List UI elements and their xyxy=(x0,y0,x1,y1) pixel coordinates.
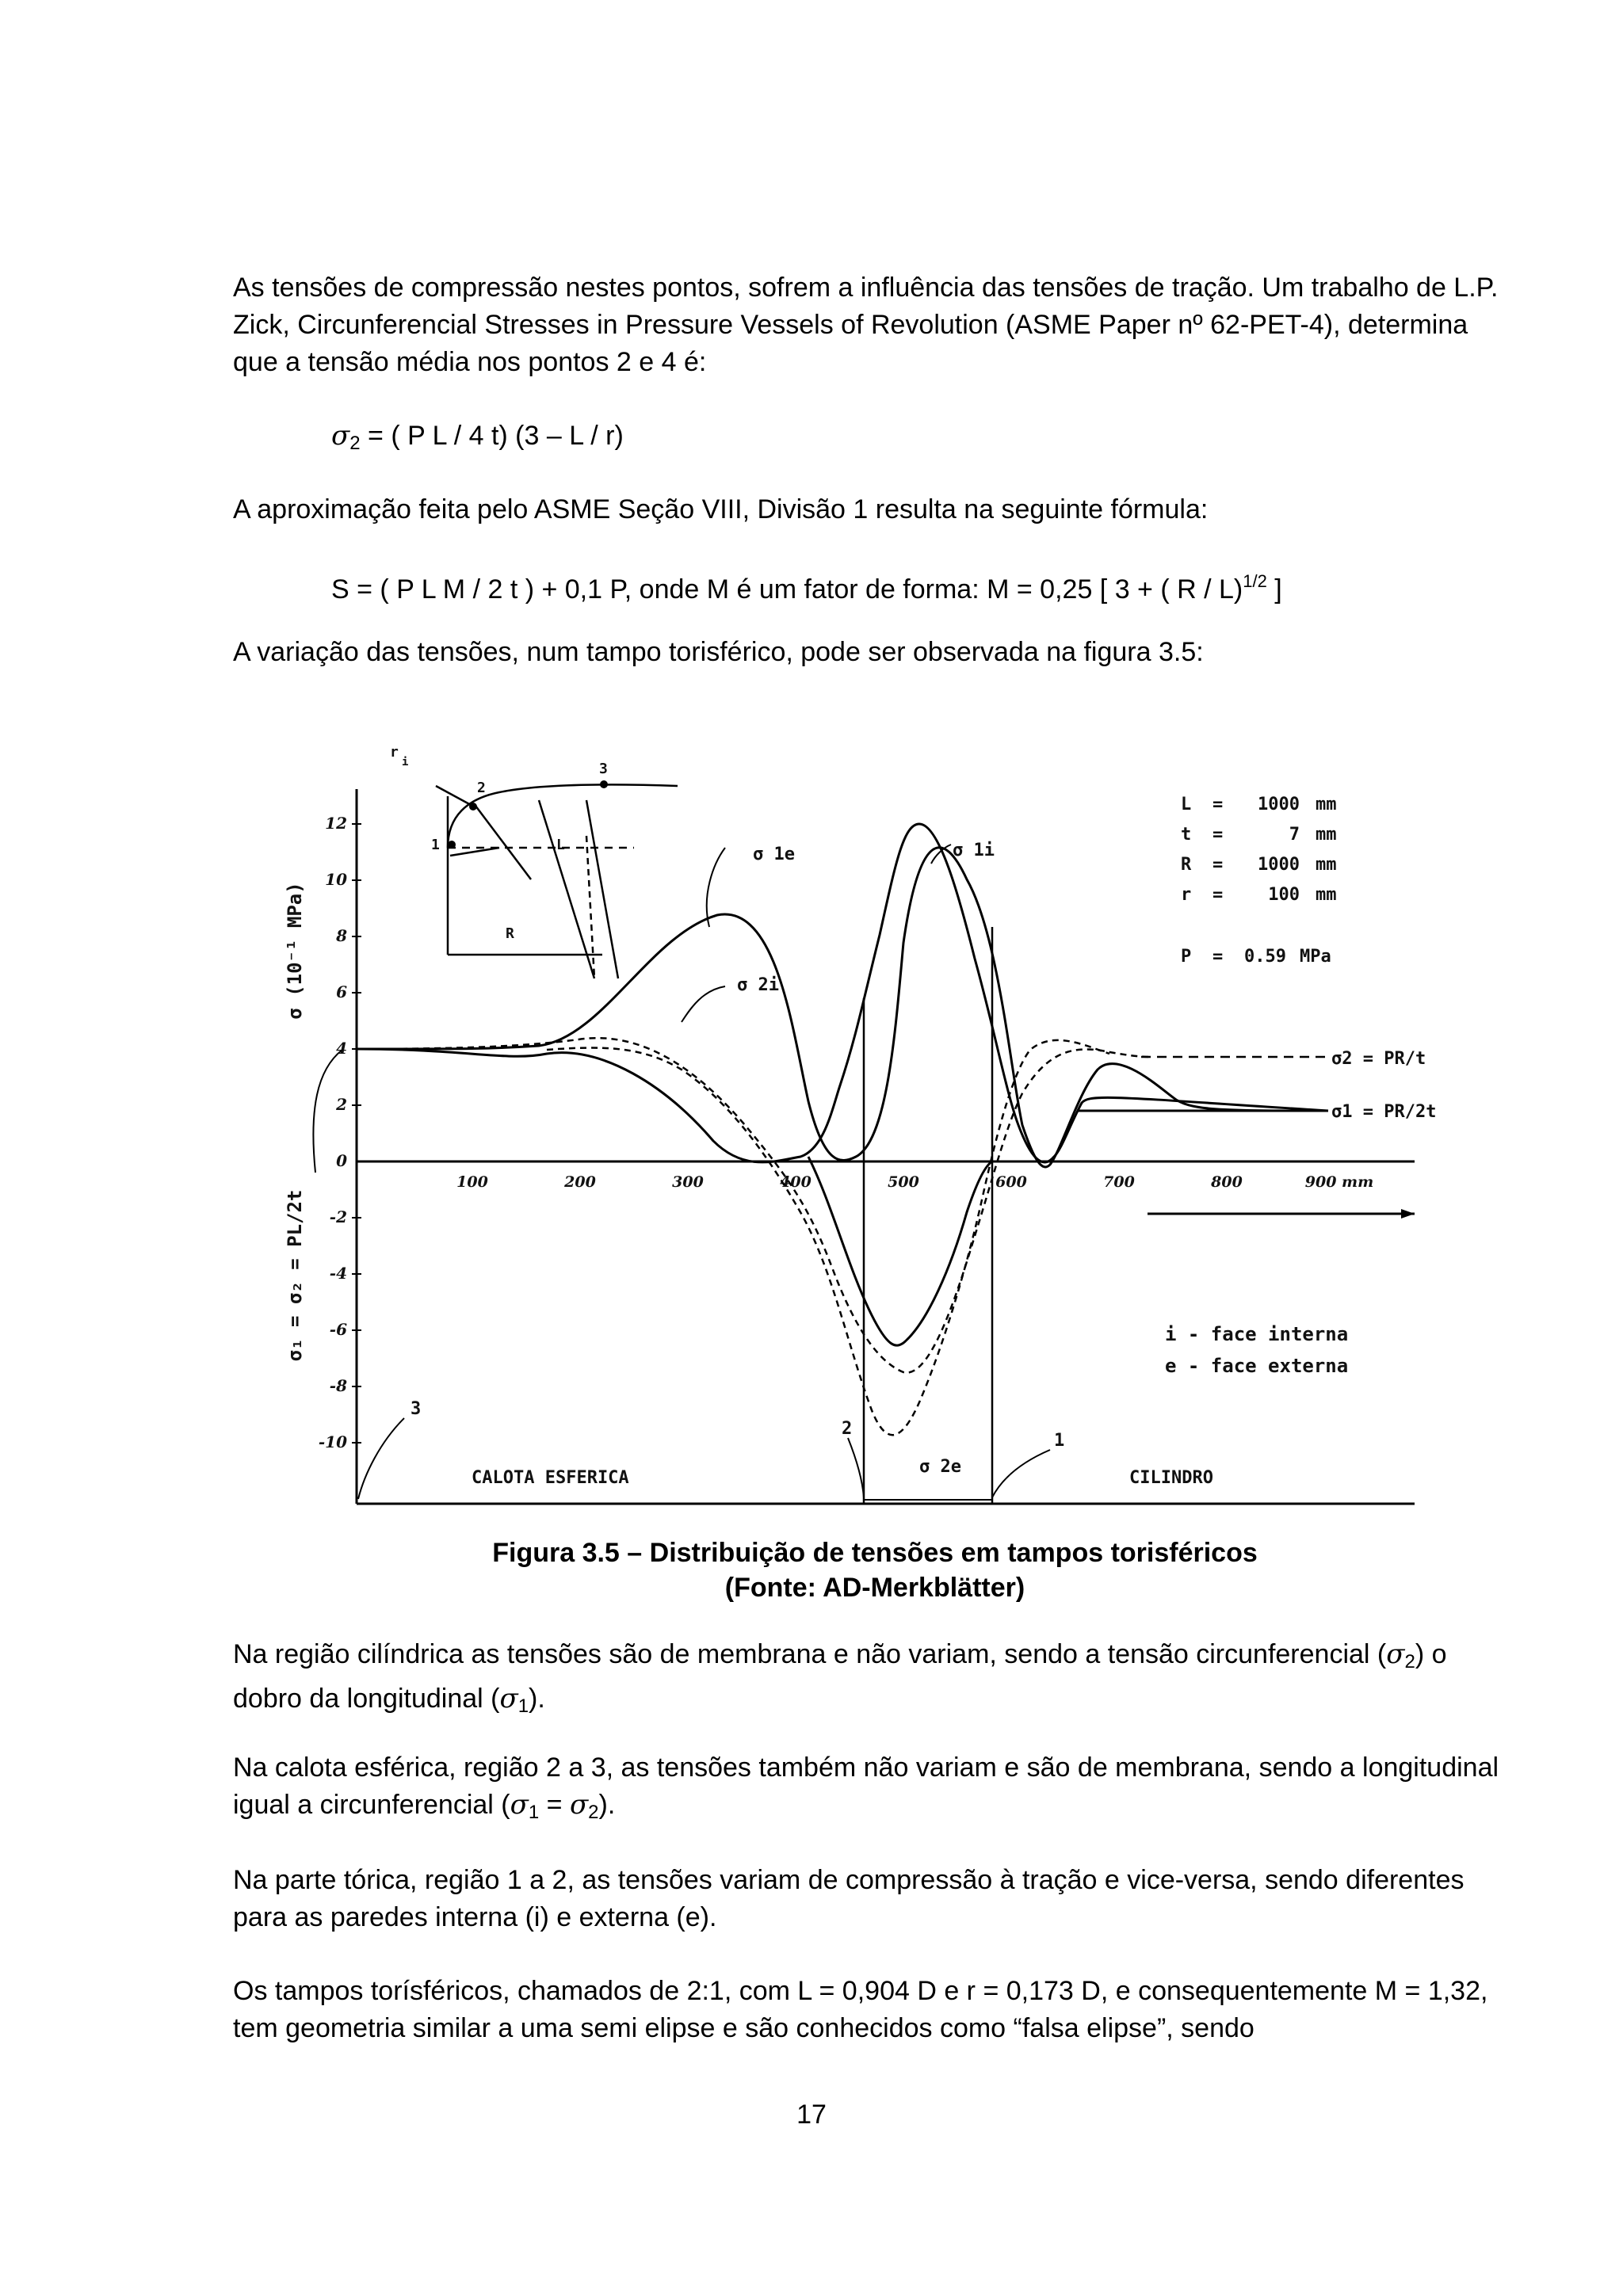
point-3-label: 3 xyxy=(411,1399,422,1419)
x-tick-label: 600 xyxy=(995,1173,1027,1191)
parameter-table xyxy=(1181,795,1337,967)
y-tick-label: -2 xyxy=(329,1207,347,1226)
point-3-marker xyxy=(600,780,608,788)
label-sigma1-pr-2t: σ1 = PR/2t xyxy=(1331,1102,1437,1122)
x-tick-label: 900 mm xyxy=(1304,1173,1374,1191)
text-run: = xyxy=(539,1790,570,1820)
label-sigma-2e: σ 2e xyxy=(919,1457,961,1477)
subscript: 2 xyxy=(349,433,361,454)
text-run: Na calota esférica, região 2 a 3, as tensões também não variam e são de membrana, sendo a longitudinal igual a circunferencial ( xyxy=(233,1753,1499,1820)
formula-asme xyxy=(331,563,1282,608)
y-axis-subtitle: σ₁ = σ₂ = PL/2t xyxy=(284,1189,306,1362)
param-unit: mm xyxy=(1316,885,1337,905)
paragraph-cylinder xyxy=(233,1636,1517,1725)
sigma-symbol: σ xyxy=(1386,1638,1405,1670)
svg-text:=: = xyxy=(1212,885,1224,905)
y-tick-label: -8 xyxy=(329,1376,347,1395)
curve-sigma-2e xyxy=(547,1040,1109,1435)
inset-L-label: L xyxy=(556,837,565,853)
param-value: 1000 xyxy=(1258,795,1300,814)
leader-point-3 xyxy=(358,1418,404,1499)
text-run: ). xyxy=(529,1684,545,1714)
inset-r-subscript: i xyxy=(402,756,409,769)
inset-point-1: 1 xyxy=(431,837,440,853)
legend-item: i - face interna xyxy=(1165,1323,1349,1345)
paragraph-spherical xyxy=(233,1749,1517,1831)
inset-point-2: 2 xyxy=(477,780,486,796)
paragraph-figure-intro: A variação das tensões, num tampo torisférico, pode ser observada na figura 3.5: xyxy=(233,637,1204,667)
param-value: 0.59 xyxy=(1244,947,1286,967)
inset-r-label: r xyxy=(390,744,399,761)
x-tick-label: 400 xyxy=(780,1173,812,1191)
leader-point-2 xyxy=(848,1438,864,1497)
y-tick-label: 8 xyxy=(336,926,347,945)
paragraph-asme: A aproximação feita pelo ASME Seção VIII, Divisão 1 resulta na seguinte fórmula: xyxy=(233,494,1209,524)
x-tick-label: 800 xyxy=(1211,1173,1243,1191)
y-tick-label: -10 xyxy=(318,1432,347,1451)
point-2-label: 2 xyxy=(842,1419,853,1439)
leader-2i xyxy=(682,986,725,1022)
region-cilindro: CILINDRO xyxy=(1129,1468,1213,1488)
y-tick-label: -4 xyxy=(329,1264,347,1283)
param-name: P xyxy=(1181,947,1192,967)
region-calota: CALOTA ESFERICA xyxy=(472,1468,629,1488)
y-tick-label: 2 xyxy=(336,1095,347,1114)
param-unit: MPa xyxy=(1300,947,1331,967)
point-1-label: 1 xyxy=(1054,1431,1065,1451)
subscript: 2 xyxy=(588,1802,599,1823)
svg-text:=: = xyxy=(1212,855,1224,875)
param-unit: mm xyxy=(1316,795,1337,814)
param-name: L xyxy=(1181,795,1192,814)
y-tick-label: 0 xyxy=(336,1151,347,1170)
y-tick-label: -6 xyxy=(329,1320,347,1339)
stress-distribution-figure xyxy=(269,697,1442,1521)
subscript: 2 xyxy=(1404,1651,1415,1672)
paragraph-intro: As tensões de compressão nestes pontos, sofrem a influência das tensões de tração. Um trabalho de L.P. Zick, Circunferencial Stresses in Pressure Vessels of Revolution (ASME Paper nº 62-PET-4), determina que a tensão média nos pontos 2 e 4 é: xyxy=(233,273,1499,377)
label-sigma2-pr-t: σ2 = PR/t xyxy=(1331,1049,1426,1069)
paragraph-torispherical: Os tampos torísféricos, chamados de 2:1, com L = 0,904 D e r = 0,173 D, e consequentemente M = 1,32, tem geometria similar a uma semi elipse e são conhecidos como “falsa elipse”, sendo xyxy=(233,1976,1488,2043)
label-sigma-1i: σ 1i xyxy=(953,841,995,860)
arrow-head xyxy=(1401,1209,1415,1219)
figure-caption: Figura 3.5 – Distribuição de tensões em tampos torisféricos xyxy=(492,1538,1258,1568)
legend-item: e - face externa xyxy=(1165,1355,1349,1377)
text-run: Na região cilíndrica as tensões são de membrana e não variam, sendo a tensão circunferencial ( xyxy=(233,1639,1387,1669)
paragraph-toric: Na parte tórica, região 1 a 2, as tensões variam de compressão à tração e vice-versa, sendo diferentes para as paredes interna (i) e externa (e). xyxy=(233,1865,1465,1932)
x-tick-label: 300 xyxy=(672,1173,704,1191)
param-value: 1000 xyxy=(1258,855,1300,875)
head-geometry-inset xyxy=(436,784,678,978)
param-unit: mm xyxy=(1316,825,1337,845)
label-sigma-1e: σ 1e xyxy=(753,845,795,864)
label-sigma-2i: σ 2i xyxy=(737,975,779,995)
y-tick-label: 4 xyxy=(336,1039,347,1058)
svg-text:=: = xyxy=(1212,825,1224,845)
point-2-marker xyxy=(469,803,477,810)
point-1-marker xyxy=(448,841,456,849)
x-tick-label: 500 xyxy=(888,1173,919,1191)
curve-sigma-2i xyxy=(357,1038,1149,1372)
sigma-symbol: σ xyxy=(331,420,350,452)
subscript: 1 xyxy=(517,1695,529,1717)
inset-point-3: 3 xyxy=(599,761,608,777)
text-run: ) o dobro da longitudinal ( xyxy=(233,1639,1447,1714)
param-name: r xyxy=(1181,885,1192,905)
superscript: 1/2 xyxy=(1243,571,1267,591)
formula-text: = ( P L / 4 t) (3 – L / r) xyxy=(360,421,624,451)
param-unit: mm xyxy=(1316,855,1337,875)
page-number: 17 xyxy=(796,2100,827,2130)
subscript: 1 xyxy=(528,1802,540,1823)
y-axis-title: σ (10⁻¹ MPa) xyxy=(284,882,306,1020)
svg-text:=: = xyxy=(1212,947,1224,967)
param-value: 7 xyxy=(1289,825,1300,845)
inset-R-label: R xyxy=(506,925,514,942)
sigma-symbol: σ xyxy=(499,1683,518,1714)
param-name: t xyxy=(1181,825,1192,845)
formula-zick xyxy=(331,418,624,462)
sigma-symbol: σ xyxy=(510,1789,529,1821)
y-tick-label: 12 xyxy=(325,814,347,833)
x-tick-label: 700 xyxy=(1103,1173,1135,1191)
figure-source: (Fonte: AD-Merkblätter) xyxy=(724,1573,1025,1603)
leader-point-1 xyxy=(992,1450,1050,1497)
face-legend xyxy=(1165,1323,1348,1377)
formula-end: ] xyxy=(1266,574,1282,605)
y-tick-label: 6 xyxy=(336,982,347,1001)
param-value: 100 xyxy=(1268,885,1300,905)
x-tick-label: 100 xyxy=(456,1173,488,1191)
svg-text:=: = xyxy=(1212,795,1224,814)
formula-text: S = ( P L M / 2 t ) + 0,1 P, onde M é um fator de forma: M = 0,25 [ 3 + ( R / L) xyxy=(331,574,1243,605)
x-tick-label: 200 xyxy=(564,1173,596,1191)
sigma-symbol: σ xyxy=(569,1789,589,1821)
param-name: R xyxy=(1181,855,1192,875)
y-tick-label: 10 xyxy=(325,870,347,889)
text-run: ). xyxy=(598,1790,616,1820)
